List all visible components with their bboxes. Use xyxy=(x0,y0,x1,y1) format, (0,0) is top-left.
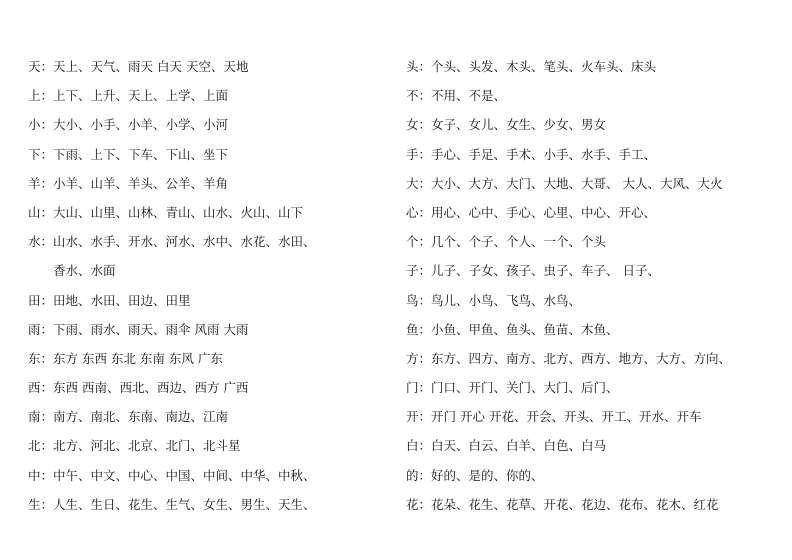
word-line-shan: 山：大山、山里、山林、青山、山水、火山、山下 xyxy=(28,204,304,220)
word-line-bu: 不：不用、不是、 xyxy=(406,88,507,104)
word-line-kai: 开：开门 开心 开花、开会、开头、开工、开水、开车 xyxy=(406,409,702,425)
word-line-niao: 鸟：鸟儿、小鸟、飞鸟、水鸟、 xyxy=(406,292,582,308)
word-line-zhong: 中：中午、中文、中心、中国、中间、中华、中秋、 xyxy=(28,467,316,483)
word-line-dong: 东：东方 东西 东北 东南 东风 广东 xyxy=(28,350,223,366)
word-line-shui: 水：山水、水手、开水、河水、水中、水花、水田、 xyxy=(28,234,316,250)
word-line-xiao: 小：大小、小手、小羊、小学、小河 xyxy=(28,117,229,133)
word-line-sheng: 生：人生、生日、花生、生气、女生、男生、天生、 xyxy=(28,496,316,512)
word-line-xia: 下：下雨、上下、下车、下山、坐下 xyxy=(28,146,229,162)
word-line-nan: 南：南方、南北、东南、南边、江南 xyxy=(28,409,229,425)
word-line-tou: 头：个头、头发、木头、笔头、火车头、床头 xyxy=(406,59,657,74)
word-line-zi: 子：儿子、子女、孩子、虫子、车子、 日子、 xyxy=(406,263,660,279)
word-line-tian: 天：天上、天气、雨天 白天 天空、天地 xyxy=(28,59,249,74)
word-line-shang: 上：上下、上升、天上、上学、上面 xyxy=(28,88,229,104)
word-line-ge: 个：几个、个子、个人、一个、个头 xyxy=(406,234,607,250)
word-line-shui-continued: 香水、水面 xyxy=(53,263,116,279)
left-word-column xyxy=(28,56,388,523)
word-line-nv: 女：女子、女儿、女生、少女、男女 xyxy=(406,117,607,133)
word-line-bai: 白：白天、白云、白羊、白色、白马 xyxy=(406,438,607,454)
word-line-men: 门：门口、开门、关门、大门、后门、 xyxy=(406,380,619,396)
word-line-yu-fish: 鱼：小鱼、甲鱼、鱼头、鱼苗、木鱼、 xyxy=(406,321,619,337)
word-line-bei: 北：北方、河北、北京、北门、北斗星 xyxy=(28,438,241,454)
word-line-xi: 西：东西 西南、西北、西边、西方 广西 xyxy=(28,380,249,396)
word-line-xin: 心：用心、心中、手心、心里、中心、开心、 xyxy=(406,204,657,220)
word-line-shou: 手：手心、手足、手术、小手、水手、手工、 xyxy=(406,146,657,162)
word-line-yu-rain: 雨：下雨、雨水、雨天、雨伞 风雨 大雨 xyxy=(28,321,249,337)
word-line-yang: 羊：小羊、山羊、羊头、公羊、羊角 xyxy=(28,175,229,191)
word-line-de: 的：好的、是的、你的、 xyxy=(406,467,544,483)
word-line-fang: 方：东方、四方、南方、北方、西方、地方、大方、方向、 xyxy=(406,350,732,366)
word-line-da: 大：大小、大方、大门、大地、大哥、 大人、大风、大火 xyxy=(406,175,723,191)
word-line-tian-field: 田：田地、水田、田边、田里 xyxy=(28,292,191,308)
right-word-column xyxy=(406,56,786,523)
word-line-hua: 花：花朵、花生、花草、开花、花边、花布、花木、红花 xyxy=(406,496,719,512)
